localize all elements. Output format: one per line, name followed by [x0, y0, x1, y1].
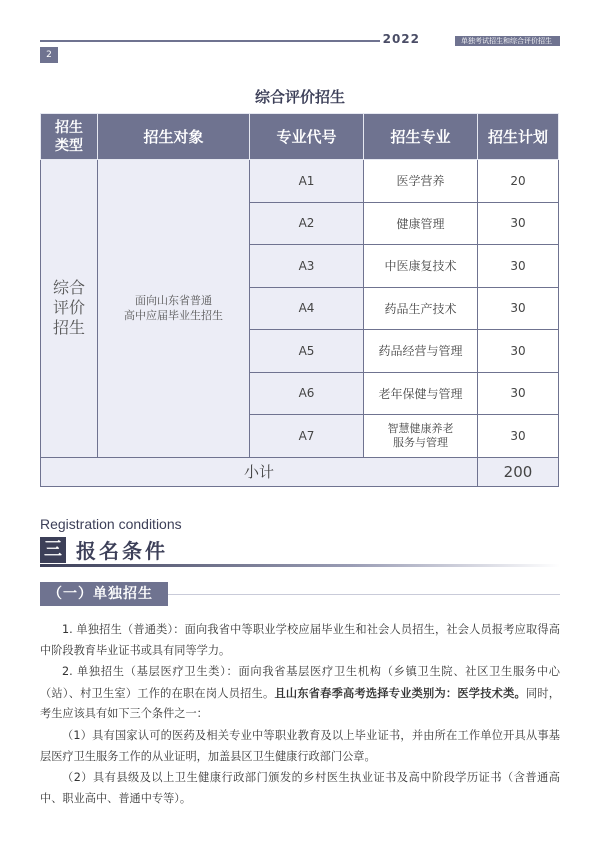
section-english-title: Registration conditions	[40, 516, 182, 532]
code-cell: A2	[250, 202, 364, 245]
major-cell: 健康管理	[364, 202, 478, 245]
table-header-row	[41, 114, 559, 160]
major-cell: 老年保健与管理	[364, 372, 478, 415]
table-title: 综合评价招生	[254, 88, 345, 106]
admission-table	[40, 113, 559, 487]
paragraph-2-emphasis: 且山东省春季高考选择专业类别为：医学技术类。	[274, 685, 526, 700]
subtotal-label: 小计	[41, 457, 478, 486]
code-cell: A6	[250, 372, 364, 415]
body-text	[40, 620, 560, 809]
plan-cell: 30	[478, 415, 559, 458]
paragraph-3: （1）具有国家认可的医药及相关专业中等职业教育及以上毕业证书，并由所在工作单位开具从事基层医疗卫生服务工作的从业证明，加盖县区卫生健康行政部门公章。	[40, 728, 560, 763]
page-header	[40, 32, 560, 46]
paragraph-1: 1. 单独招生（普通类）：面向我省中等职业学校应届毕业生和社会人员招生，社会人员报考应取得高中阶段教育毕业证书或具有同等学力。	[40, 623, 560, 657]
header-type: 招生 类型	[41, 114, 98, 160]
major-cell: 药品经营与管理	[364, 330, 478, 373]
plan-cell: 30	[478, 330, 559, 373]
subtotal-row	[41, 457, 559, 486]
code-cell: A3	[250, 245, 364, 288]
section-rule	[40, 564, 560, 567]
plan-cell: 30	[478, 287, 559, 330]
major-cell: 药品生产技术	[364, 287, 478, 330]
header-plan: 招生计划	[478, 114, 559, 160]
plan-cell: 20	[478, 160, 559, 203]
header-label: 单独考试招生和综合评价招生	[455, 36, 560, 46]
header-code: 专业代号	[250, 114, 364, 160]
sub-heading-rule	[168, 594, 560, 595]
major-cell: 医学营养	[364, 160, 478, 203]
header-rule	[40, 40, 380, 42]
code-cell: A5	[250, 330, 364, 373]
section-number: 三	[40, 537, 66, 563]
target-cell: 面向山东省普通 高中应届毕业生招生	[98, 160, 250, 458]
code-cell: A4	[250, 287, 364, 330]
code-cell: A7	[250, 415, 364, 458]
header-target: 招生对象	[98, 114, 250, 160]
table-row	[41, 160, 559, 203]
subtotal-value: 200	[478, 457, 559, 486]
plan-cell: 30	[478, 372, 559, 415]
major-cell: 智慧健康养老 服务与管理	[364, 415, 478, 458]
sub-heading: （一）单独招生	[40, 582, 168, 606]
code-cell: A1	[250, 160, 364, 203]
category-cell: 综合 评价 招生	[41, 160, 98, 458]
page-number: 2	[40, 47, 58, 63]
plan-cell: 30	[478, 202, 559, 245]
major-cell: 中医康复技术	[364, 245, 478, 288]
paragraph-2: 2. 单独招生（基层医疗卫生类）：面向我省基层医疗卫生机构（乡镇卫生院、社区卫生服务中心（站）、村卫生室）工作的在职在岗人员招生。且山东省春季高考选择专业类别为：医学技术类。同时，考生应该具有如下三个条件之一：	[40, 665, 560, 721]
header-major: 招生专业	[364, 114, 478, 160]
paragraph-4: （2）具有县级及以上卫生健康行政部门颁发的乡村医生执业证书及高中阶段学历证书（含普通高中、职业高中、普通中专等）。	[40, 771, 560, 805]
section-title: 报名条件	[76, 539, 168, 563]
plan-cell: 30	[478, 245, 559, 288]
header-year: 2022	[382, 32, 420, 46]
